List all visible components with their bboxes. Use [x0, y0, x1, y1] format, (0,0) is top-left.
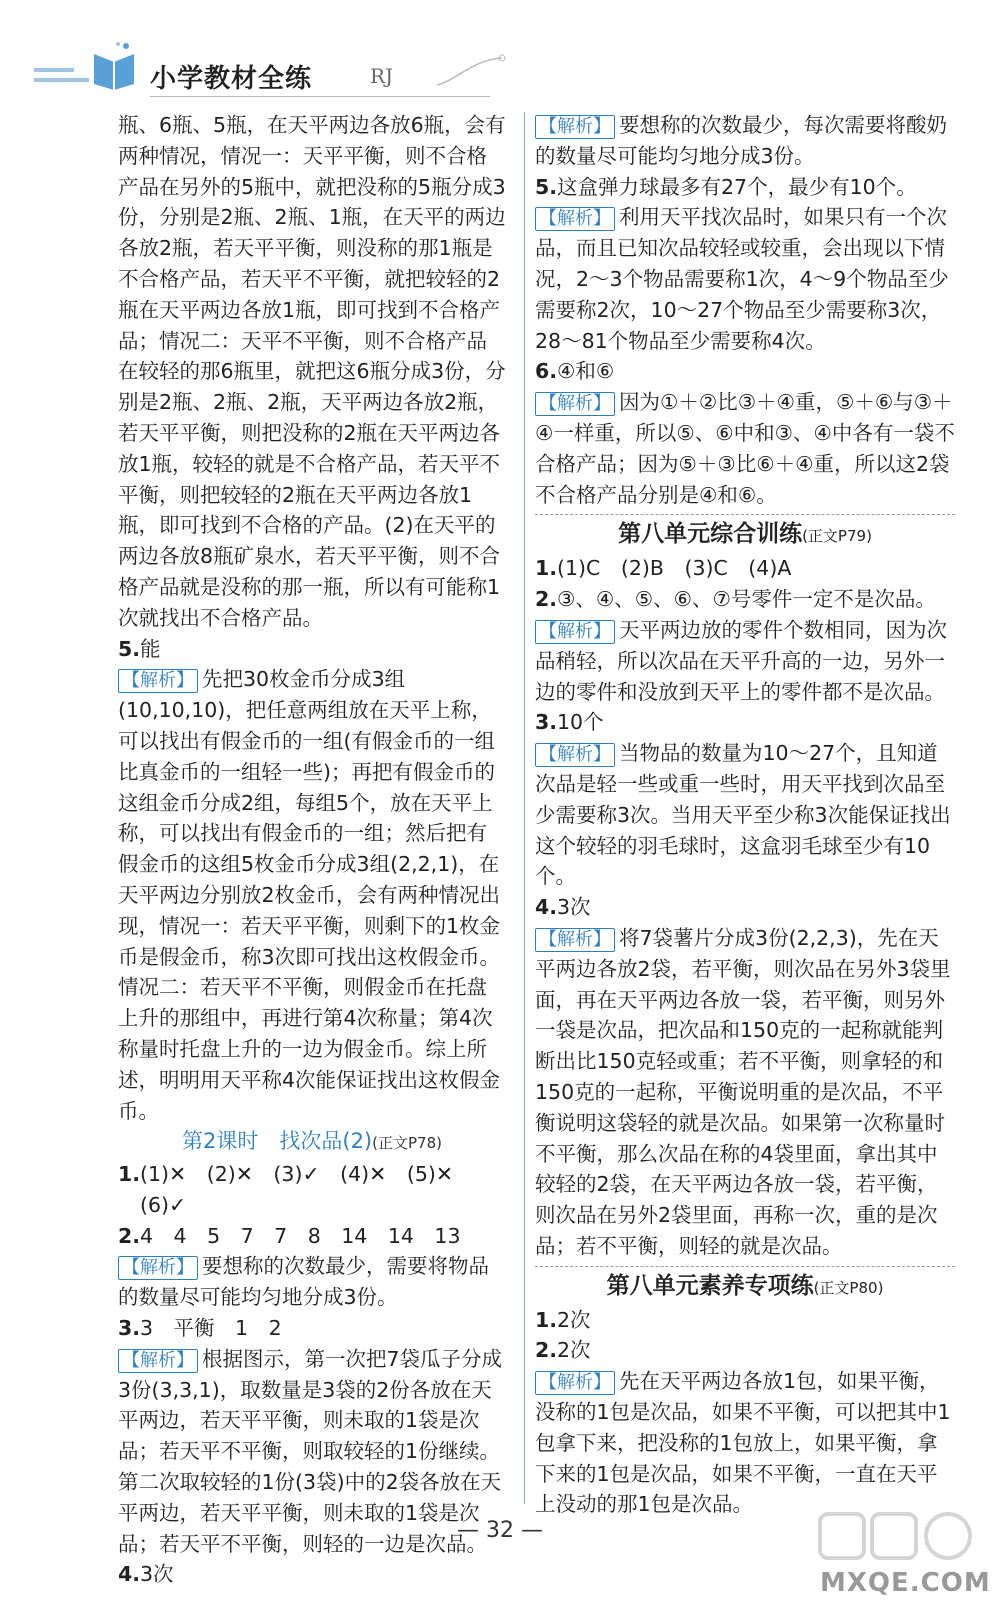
answer-text: 4 4 5 7 7 8 14 14 13 [140, 1223, 461, 1248]
analysis-tag: 【解析】 [535, 207, 615, 231]
analysis-r5 [535, 202, 955, 356]
column-divider [524, 112, 525, 1504]
question-number: 5. [535, 174, 558, 199]
page-header [0, 0, 1000, 100]
question-number: 1. [535, 556, 558, 581]
unit1-q3 [535, 707, 955, 738]
lesson-q2-analysis [118, 1251, 506, 1313]
unit2-q2 [535, 1335, 955, 1366]
unit-heading-comprehensive [535, 514, 955, 553]
analysis-text: 要想称的次数最少，每次需要将酸奶的数量尽可能均匀地分成3份。 [535, 113, 947, 168]
unit2-q1 [535, 1305, 955, 1336]
question-number: 2. [535, 1338, 558, 1363]
analysis-5 [118, 664, 506, 1126]
unit1-q2 [535, 584, 955, 615]
analysis-text: 当物品的数量为10～27个，且知道次品是轻一些或重一些时，用天平找到次品至少需要称3次。当用天平至少称3次能保证找出这个较轻的羽毛球时，这盒羽毛球至少有10个。 [535, 741, 951, 889]
unit1-q2-analysis [535, 615, 955, 707]
unit-title: 第八单元综合训练 [618, 521, 803, 548]
unit1-q1 [535, 553, 955, 584]
question-5 [118, 634, 506, 665]
unit1-q3-analysis [535, 738, 955, 892]
continued-answer-paragraph: 瓶、6瓶、5瓶，在天平两边各放6瓶，会有两种情况，情况一：天平平衡，则不合格产品在另外的5瓶中，就把没称的5瓶分成3份，分别是2瓶、2瓶、1瓶，在天平的两边各放2瓶，若天平平衡，则没称的那1瓶是不合格产品，若天平不平衡，就把较轻的2瓶在天平两边各放1瓶，即可找到不合格产品；情况二：天平不平衡，则不合格产品在较轻的那6瓶里，就把这6瓶分成3份，分别是2瓶、2瓶、2瓶，天平两边各放2瓶，若天平平衡，则把没称的2瓶在天平两边各放1瓶，较轻的就是不合格产品，若天平不平衡，则把较轻的2瓶在天平两边各放1瓶，即可找到不合格的产品。(2)在天平的两边各放8瓶矿泉水，若天平平衡，则不合格产品就是没称的那一瓶，所以有可能称1次就找出不合格产品。 [118, 113, 506, 630]
edition-label: RJ [370, 64, 394, 88]
question-number: 2. [118, 1223, 141, 1248]
analysis-text: 要想称的次数最少，需要将物品的数量尽可能均匀地分成3份。 [118, 1254, 489, 1310]
answer-text: (1)✕ (2)✕ (3)✓ (4)✕ (5)✕ (6)✓ [140, 1162, 474, 1217]
lesson-q3 [118, 1313, 506, 1344]
book-title: 小学教材全练 [150, 64, 313, 94]
question-number: 5. [118, 636, 141, 661]
question-r5 [535, 172, 955, 203]
question-number: 4. [118, 1562, 141, 1587]
question-number: 6. [535, 359, 558, 384]
answer-text: ④和⑥ [557, 359, 615, 384]
answer-text: 2次 [557, 1338, 591, 1363]
unit2-q2-analysis [535, 1366, 955, 1520]
answer-text: 3次 [140, 1562, 174, 1587]
question-number: 4. [535, 895, 558, 920]
question-r6 [535, 356, 955, 387]
analysis-tag: 【解析】 [535, 392, 615, 416]
answer-text: 这盒弹力球最多有27个，最少有10个。 [557, 174, 917, 199]
analysis-text: 天平两边放的零件个数相同，因为次品稍轻，所以次品在天平升高的一边，另外一边的零件和没放到天平上的零件都不是次品。 [535, 617, 947, 704]
answer-text: 10个 [557, 710, 604, 735]
unit-title: 第八单元素养专项练 [606, 1272, 814, 1299]
answer-text: 2次 [557, 1307, 591, 1332]
analysis-tag: 【解析】 [535, 928, 615, 952]
question-number: 2. [535, 587, 558, 612]
analysis-text: 根据图示，第一次把7袋瓜子分成3份(3,3,1)，取数量是3袋的2份各放在天平两边，若天平平衡，则未取的1袋是次品；若天平不平衡，则取较轻的1份继续。第二次取较轻的1份(3袋)中的2袋各放在天平两边，若天平平衡，则未取的1袋是次品；若天平不平衡，则轻的一边是次品。 [118, 1346, 503, 1556]
lesson-page-ref: (正文P78) [372, 1134, 442, 1153]
question-number: 3. [118, 1316, 141, 1341]
analysis-tag: 【解析】 [535, 1371, 615, 1395]
question-number: 1. [118, 1162, 141, 1187]
lesson-q2 [118, 1221, 506, 1252]
lesson-q1 [118, 1159, 506, 1221]
question-number: 3. [535, 710, 558, 735]
unit-page-ref: (正文P79) [802, 527, 872, 546]
unit-heading-literacy [535, 1266, 955, 1305]
analysis-tag: 【解析】 [118, 1349, 198, 1373]
analysis-text: 将7袋薯片分成3份(2,2,3)，先在天平两边各放2袋，若平衡，则次品在另外3袋里面，再在天平两边各放一袋，若平衡，则另外一袋是次品，把次品和150克的一起称就能判断出比150克轻或重；若不平衡，则拿轻的和150克的一起称，平衡说明重的是次品，不平衡说明这袋轻的就是次品。如果第一次称量时不平衡，那么次品在称的4袋里面，拿出其中较轻的2袋，在天平两边各放一袋，若平衡，则次品在另外2袋里面，再称一次，重的是次品；若不平衡，则轻的就是次品。 [535, 925, 951, 1258]
lesson-title: 第2课时 找次品(2) [182, 1129, 373, 1154]
analysis-tag: 【解析】 [118, 1256, 198, 1280]
answer-text: 3 平衡 1 2 [140, 1316, 282, 1341]
analysis-tag: 【解析】 [118, 669, 198, 693]
lesson-heading [118, 1126, 506, 1159]
unit1-q4 [535, 892, 955, 923]
answer-text: 能 [140, 636, 161, 661]
answer-text: ③、④、⑤、⑥、⑦号零件一定不是次品。 [557, 587, 936, 612]
header-rule [150, 96, 490, 97]
answer-text: (1)C (2)B (3)C (4)A [557, 556, 792, 581]
vine-decoration-icon [432, 50, 512, 90]
question-number: 1. [535, 1307, 558, 1332]
analysis-text: 先把30枚金币分成3组(10,10,10)，把任意两组放在天平上称，可以找出有假金币的一组(有假金币的一组比真金币的一组轻一些)；再把有假金币的这组金币分成2组，每组5个，放在天平上称，可以找出有假金币的一组；然后把有假金币的这组5枚金币分成3组(2,2,1)，在天平两边分别放2枚金币，会有两种情况出现，情况一：若天平平衡，则剩下的1枚金币是假金币，称3次即可找出这枚假金币。情况二：若天平不平衡，则假金币在托盘上升的那组中，再进行第4次称量；第4次称量时托盘上升的一边为假金币。综上所述，明明用天平称4次能保证找出这枚假金币。 [118, 667, 501, 1123]
analysis-text: 利用天平找次品时，如果只有一个次品，而且已知次品较轻或较重，会出现以下情况，2～3个物品需要称1次，4～9个物品至少需要称2次，10～27个物品至少需要称3次，28～81个物品至少需要称4次。 [535, 205, 949, 353]
analysis-tag: 【解析】 [535, 115, 615, 139]
analysis-text: 因为①＋②比③＋④重，⑤＋⑥与③＋④一样重，所以⑤、⑥中和③、④中各有一袋不合格产品；因为⑤＋③比⑥＋④重，所以这2袋不合格产品分别是④和⑥。 [535, 390, 955, 507]
page-number: — 32 — [457, 1518, 543, 1543]
analysis-tag: 【解析】 [535, 620, 615, 644]
left-column [118, 110, 506, 1590]
analysis-tag: 【解析】 [535, 743, 615, 767]
answer-text: 3次 [557, 895, 591, 920]
unit-page-ref: (正文P80) [813, 1278, 884, 1297]
right-column [535, 110, 955, 1520]
analysis-text: 先在天平两边各放1包，如果平衡，没称的1包是次品，如果不平衡，可以把其中1包拿下来，把没称的1包放上，如果平衡，拿下来的1包是次品，如果不平衡，一直在天平上没动的那1包是次品。 [535, 1369, 951, 1517]
unit1-q4-analysis [535, 923, 955, 1262]
analysis-r4 [535, 110, 955, 172]
book-logo-icon [34, 40, 134, 90]
analysis-r6 [535, 387, 955, 510]
watermark-text: MXQE.COM [820, 1568, 991, 1598]
lesson-q4 [118, 1559, 506, 1590]
